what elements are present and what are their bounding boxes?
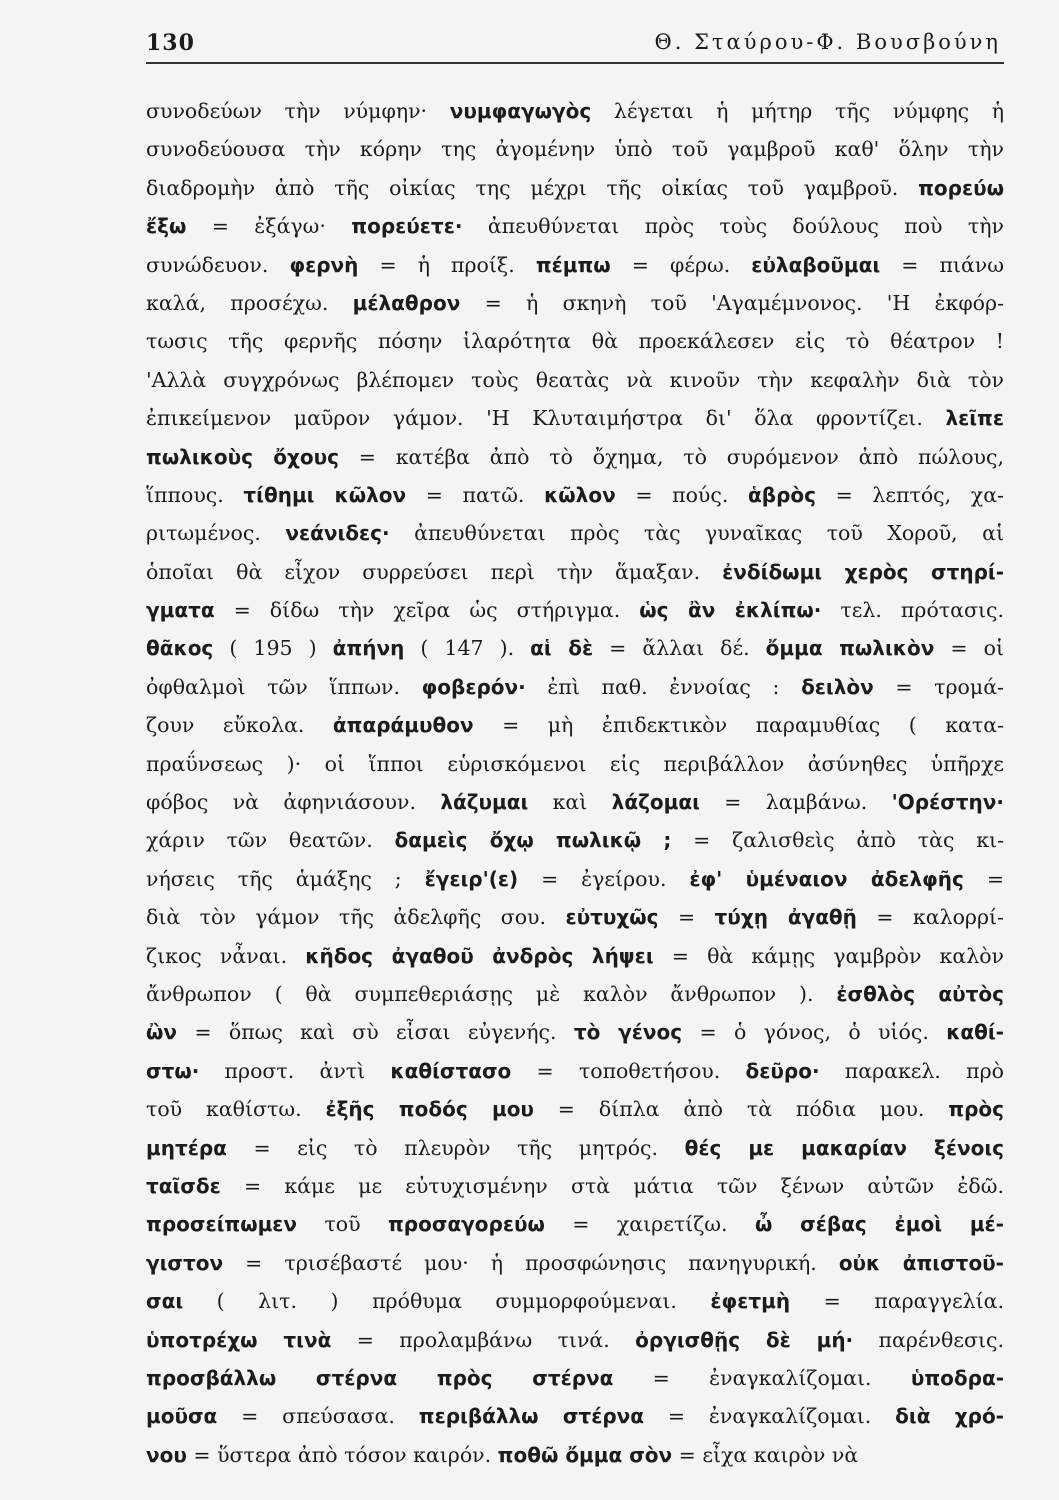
gloss-text: = πατῶ. (406, 482, 545, 507)
gloss-text: προστ. ἀντὶ (199, 1058, 391, 1083)
gloss-term: πέμπω (535, 252, 611, 277)
gloss-term: 'Ορέστην· (891, 790, 1004, 815)
gloss-text: = θὰ κάμῃς γαμβρὸν καλὸν (653, 943, 1004, 968)
gloss-text: λέγεται ἡ μήτηρ τῆς νύμφης ἡ (591, 99, 1004, 123)
text-line (146, 1167, 1004, 1205)
text-line (146, 476, 1004, 514)
gloss-term: δεῦρο· (745, 1058, 820, 1083)
gloss-text: χάριν τῶν θεατῶν. (146, 828, 395, 853)
gloss-text: = κατέβα ἀπὸ τὸ ὄχημα, τὸ συρόμενον ἀπὸ πώλους, (338, 444, 1004, 469)
text-line (146, 322, 1004, 360)
text-line (146, 553, 1004, 591)
gloss-term: νυμφαγωγὸς (449, 99, 592, 123)
gloss-term: μοῦσα (146, 1404, 218, 1429)
gloss-text: διαδρομὴν ἀπὸ τῆς οἰκίας της μέχρι τῆς οἰκίας τοῦ γαμβροῦ. (146, 175, 919, 200)
text-line (146, 1436, 1004, 1474)
gloss-text: = τρομά- (873, 674, 1004, 699)
gloss-term: ταῖσδε (146, 1173, 221, 1198)
gloss-term: ὑποδρα- (910, 1365, 1004, 1390)
gloss-term: ἐφετμὴ (710, 1289, 791, 1314)
gloss-term: κῶλον (544, 482, 616, 507)
gloss-text: = ἡ σκηνὴ τοῦ 'Αγαμέμνονος. 'Η ἐκφόρ- (460, 290, 1004, 315)
gloss-term: προσαγορεύω (387, 1212, 545, 1237)
text-line (146, 629, 1004, 667)
gloss-text: = πιάνω (880, 252, 1004, 277)
text-line (146, 937, 1004, 975)
gloss-term: οὐκ ἀπιστοῦ- (838, 1250, 1004, 1275)
text-line (146, 438, 1004, 476)
gloss-term: δειλὸν (801, 674, 874, 699)
gloss-text: = πούς. (615, 482, 749, 507)
gloss-text: νήσεις τῆς ἁμάξης ; (146, 866, 425, 891)
gloss-text: ἀπευθύνεται πρὸς τὰς γυναῖκας τοῦ Χοροῦ, αἱ (389, 521, 1004, 546)
text-line (146, 207, 1004, 245)
gloss-text: = ἐναγκαλίζομαι. (644, 1404, 896, 1429)
gloss-term: στω· (146, 1058, 200, 1083)
gloss-text: = τοποθετήσου. (511, 1058, 746, 1083)
text-line (146, 821, 1004, 859)
gloss-term: ὑποτρέχω τινὰ (146, 1327, 332, 1352)
gloss-term: ὡς ἂν ἐκλίπω· (639, 598, 822, 623)
text-line (146, 1282, 1004, 1320)
gloss-term: πορεύω (918, 175, 1004, 200)
gloss-text: ριτωμένος. (146, 521, 286, 546)
text-line (146, 745, 1004, 783)
text-line (146, 514, 1004, 552)
gloss-term: λεῖπε (945, 406, 1004, 431)
gloss-text: τοῦ (297, 1212, 388, 1237)
gloss-term: θές με μακαρίαν ξένοις (684, 1135, 1004, 1160)
gloss-term: πορεύετε· (351, 214, 463, 239)
text-line (146, 246, 1004, 284)
gloss-text: ζικος νἆναι. (146, 943, 306, 968)
gloss-text: τωσις τῆς φερνῆς πόσην ἱλαρότητα θὰ προεκάλεσεν εἰς τὸ θέατρον ! (146, 329, 1004, 354)
text-line (146, 706, 1004, 744)
gloss-term: προσείπωμεν (146, 1212, 298, 1237)
gloss-term: ἔγειρ'(ε) (424, 866, 519, 891)
gloss-text: = ὅπως καὶ σὺ εἶσαι εὐγενής. (177, 1020, 574, 1045)
gloss-term: ἐξῆς ποδός μου (325, 1097, 534, 1122)
text-line (146, 591, 1004, 629)
gloss-text: ( 147 ). (404, 636, 531, 661)
text-line (146, 1205, 1004, 1243)
gloss-term: ἀπήνη (332, 636, 405, 661)
text-line (146, 975, 1004, 1013)
text-line (146, 284, 1004, 322)
text-line (146, 1129, 1004, 1167)
gloss-term: αἱ δὲ (530, 636, 594, 661)
gloss-text: = παραγγελία. (790, 1289, 1004, 1314)
gloss-text: ἀπευθύνεται πρὸς τοὺς δούλους ποὺ τὴν (462, 214, 1004, 239)
gloss-term: δαμεὶς ὄχῳ πωλικῷ ; (394, 828, 672, 853)
gloss-text: συνοδεύων τὴν νύμφην· (146, 99, 450, 123)
gloss-term: κῆδος ἀγαθοῦ ἀνδρὸς λήψει (305, 943, 654, 968)
gloss-term: λάζυμαι (440, 790, 529, 815)
gloss-term: ἁβρὸς (748, 482, 816, 507)
text-line (146, 1052, 1004, 1090)
text-line (146, 1090, 1004, 1128)
gloss-text: = κάμε με εὐτυχισμένην στὰ μάτια τῶν ξένων αὐτῶν ἐδῶ. (220, 1173, 1004, 1198)
gloss-term: περιβάλλω στέρνα (418, 1404, 645, 1429)
gloss-text: φόβος νὰ ἀφηνιάσουν. (146, 790, 441, 815)
gloss-text: συνοδεύουσα τὴν κόρην της ἀγομένην ὑπὸ τοῦ γαμβροῦ καθ' ὅλην τὴν (146, 137, 1004, 162)
gloss-text: καλά, προσέχω. (146, 290, 353, 315)
gloss-text: τελ. πρότασις. (821, 598, 1004, 623)
gloss-term: θᾶκος (146, 636, 214, 661)
gloss-text: ὁποῖαι θὰ εἶχον συρρεύσει περὶ τὴν ἅμαξαν. (146, 559, 723, 584)
header-rule (146, 62, 1004, 64)
gloss-text: = οἱ (934, 636, 1004, 661)
gloss-text: διὰ τὸν γάμον τῆς ἀδελφῆς σου. (146, 905, 566, 930)
gloss-term: ἐνδίδωμι χερὸς στηρί- (722, 559, 1004, 584)
gloss-text: = λαμβάνω. (699, 790, 892, 815)
gloss-text: = τρισέβαστέ μου· ἡ προσφώνησις πανηγυρική. (223, 1250, 839, 1275)
gloss-text: ὀφθαλμοὶ τῶν ἵππων. (146, 674, 422, 699)
gloss-text: = εἰς τὸ πλευρὸν τῆς μητρός. (226, 1135, 685, 1160)
gloss-term: τίθημι κῶλον (243, 482, 407, 507)
gloss-text: = ὕστερα ἀπὸ τόσον καιρόν. (186, 1442, 498, 1467)
gloss-text: ζουν εὔκολα. (146, 713, 333, 738)
gloss-term: λάζομαι (611, 790, 700, 815)
gloss-text: = λεπτός, χα- (815, 482, 1004, 507)
gloss-term: ἐφ' ὑμέναιον ἀδελφῆς (689, 866, 964, 891)
page-header (146, 26, 1001, 60)
gloss-text: = δίπλα ἀπὸ τὰ πόδια μου. (533, 1097, 949, 1122)
text-line (146, 399, 1004, 437)
gloss-text: = ἄλλαι δέ. (593, 636, 766, 661)
gloss-term: τὸ γένος (573, 1020, 683, 1045)
gloss-text: = φέρω. (610, 252, 752, 277)
running-head: Θ. Σταύρου-Φ. Βουσβούνη (654, 30, 1001, 54)
gloss-text: ἵππους. (146, 482, 244, 507)
gloss-term: ὦ σέβας ἐμοὶ μέ- (754, 1212, 1004, 1237)
gloss-term: εὐτυχῶς (565, 905, 659, 930)
text-line (146, 783, 1004, 821)
gloss-term: ἀπαράμυθον (332, 713, 474, 738)
gloss-term: σαι (146, 1289, 184, 1314)
gloss-term: πρὸς (948, 1097, 1004, 1122)
gloss-text: παρένθεσις. (853, 1327, 1004, 1352)
gloss-text: παρακελ. πρὸ (819, 1058, 1004, 1083)
gloss-text: = ἐξάγω· (186, 214, 352, 239)
gloss-text: = μὴ ἐπιδεκτικὸν παραμυθίας ( κατα- (473, 713, 1004, 738)
text-line (146, 1321, 1004, 1359)
gloss-text: καὶ (528, 790, 612, 815)
gloss-text: τοῦ καθίστω. (146, 1097, 326, 1122)
text-line (146, 1359, 1004, 1397)
text-line (146, 898, 1004, 936)
gloss-text: ἐπικείμενον μαῦρον γάμον. 'Η Κλυταιμήστρα δι' ὅλα φροντίζει. (146, 406, 946, 431)
gloss-term: νου (146, 1442, 187, 1467)
gloss-term: ὢν (146, 1020, 178, 1045)
gloss-term: ποθῶ ὄμμα σὸν (497, 1442, 673, 1467)
text-line (146, 1244, 1004, 1282)
gloss-text: = δίδω τὴν χεῖρα ὡς στήριγμα. (214, 598, 640, 623)
gloss-text: = εἶχα καιρὸν νὰ (672, 1442, 859, 1467)
gloss-term: μητέρα (146, 1135, 227, 1160)
text-line (146, 668, 1004, 706)
gloss-text: = ζαλισθεὶς ἀπὸ τὰς κι- (671, 828, 1004, 853)
gloss-term: πωλικοὺς ὄχους (146, 444, 339, 469)
gloss-text: = καλορρί- (856, 905, 1004, 930)
gloss-text: ἄνθρωπον ( θὰ συμπεθεριάσῃς μὲ καλὸν ἄνθρωπον ). (146, 981, 837, 1006)
gloss-text: = (963, 866, 1004, 891)
gloss-term: γματα (146, 598, 215, 623)
gloss-text: = ὁ γόνος, ὁ υἱός. (682, 1020, 947, 1045)
text-line (146, 169, 1004, 207)
gloss-text: ( 195 ) (213, 636, 333, 661)
gloss-text: = ἐναγκαλίζομαι. (613, 1365, 911, 1390)
gloss-term: ὄμμα πωλικὸν (765, 636, 935, 661)
gloss-term: διὰ χρό- (895, 1404, 1004, 1429)
gloss-text: = χαιρετίζω. (544, 1212, 755, 1237)
text-line (146, 361, 1004, 399)
gloss-text: = (658, 905, 715, 930)
text-line (146, 1013, 1004, 1051)
gloss-term: εὐλαβοῦμαι (751, 252, 881, 277)
gloss-term: φοβερόν· (421, 674, 526, 699)
gloss-term: ὀργισθῇς δὲ μή· (635, 1327, 854, 1352)
gloss-text: = ἐγείρου. (518, 866, 690, 891)
gloss-text: = σπεύσασα. (217, 1404, 419, 1429)
text-line (146, 1397, 1004, 1435)
page-number: 130 (146, 30, 195, 56)
gloss-term: καθί- (946, 1020, 1004, 1045)
gloss-text: = προλαμβάνω τινά. (331, 1327, 636, 1352)
text-line (146, 130, 1004, 168)
gloss-text: ἐπὶ παθ. ἐννοίας : (525, 674, 802, 699)
gloss-term: γιστον (146, 1250, 224, 1275)
gloss-term: μέλαθρον (352, 290, 461, 315)
body-text (146, 92, 1004, 1474)
gloss-term: νεάνιδες· (285, 521, 390, 546)
gloss-text: συνώδευον. (146, 252, 290, 277)
text-line (146, 860, 1004, 898)
gloss-term: φερνὴ (289, 252, 359, 277)
gloss-term: τύχῃ ἀγαθῇ (714, 905, 857, 930)
gloss-term: καθίστασο (390, 1058, 512, 1083)
gloss-text: ( λιτ. ) πρόθυμα συμμορφούμεναι. (183, 1289, 711, 1314)
gloss-term: ἔξω (146, 214, 187, 239)
gloss-text: 'Αλλὰ συγχρόνως βλέπομεν τοὺς θεατὰς νὰ κινοῦν τὴν κεφαλὴν διὰ τὸν (146, 367, 1004, 392)
gloss-term: προσβάλλω στέρνα πρὸς στέρνα (146, 1365, 614, 1390)
text-line (146, 92, 1004, 130)
gloss-term: ἐσθλὸς αὐτὸς (836, 981, 1004, 1006)
gloss-text: = ἡ προίξ. (358, 252, 536, 277)
gloss-text: πραΰνσεως )· οἱ ἵπποι εὑρισκόμενοι εἰς περιβάλλον ἀσύνηθες ὑπῆρχε (146, 751, 1004, 776)
